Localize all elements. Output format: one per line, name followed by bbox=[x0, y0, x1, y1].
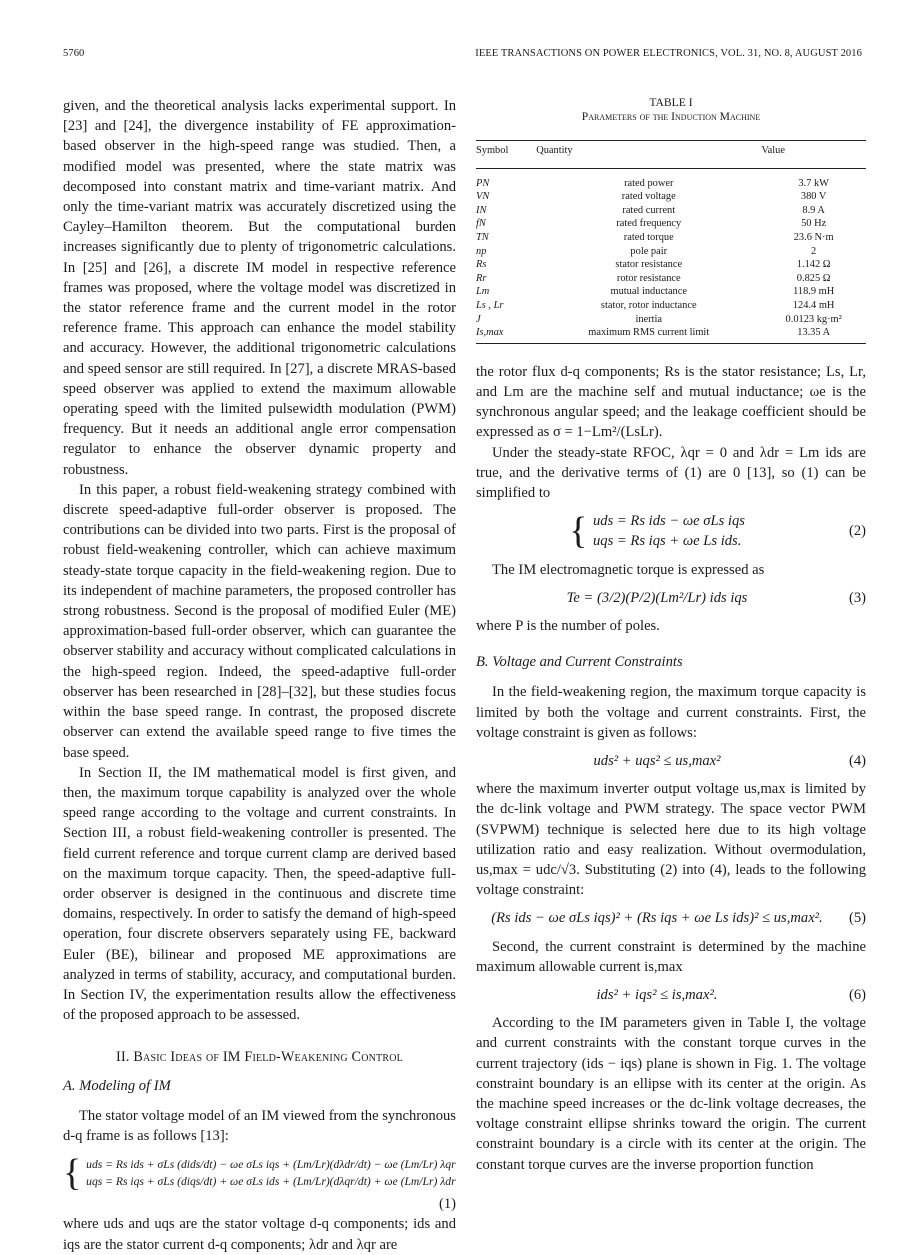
cell-symbol: fN bbox=[476, 218, 486, 230]
table-row bbox=[476, 190, 866, 204]
cell-value: 0.0123 kg·m² bbox=[785, 313, 842, 325]
section-number: II. bbox=[116, 1049, 130, 1066]
cell-symbol: Is,max bbox=[476, 327, 504, 339]
table-row bbox=[476, 272, 866, 286]
cell-value: 124.4 mH bbox=[792, 299, 835, 311]
equation-body: (Rs ids − ωe σLs iqs)² + (Rs iqs + ωe Ls ids)² ≤ us,max². bbox=[491, 910, 823, 927]
table-row bbox=[476, 217, 866, 231]
paragraph: According to the IM parameters given in Table I, the voltage and current constraints with the constant torque curves in the current trajectory (ids − iqs) plane is shown in Fig. 1. The voltage constraint boundary is an ellipse with its center at the origin. As the machine speed increases or the dc-link voltage decreases, the voltage constraint ellipse shrinks toward the origin. The current constraint boundary is a circle with its center at the origin. The constant torque curves are the inverse proportion function bbox=[476, 1015, 866, 1173]
cell-value: 2 bbox=[811, 245, 817, 257]
cell-quantity: pole pair bbox=[630, 245, 668, 257]
table-row bbox=[476, 177, 866, 191]
cell-symbol: Ls , Lr bbox=[476, 299, 504, 311]
paragraph: the rotor flux d-q components; Rs is the stator resistance; Ls, Lr, and Lm are the machine self and mutual inductance; ωe is the synchronous angular speed; and the leakage coefficient should be expressed as σ = 1−Lm²/(LsLr). bbox=[476, 363, 866, 441]
paragraph: where P is the number of poles. bbox=[476, 617, 660, 634]
cell-quantity: stator, rotor inductance bbox=[600, 299, 697, 311]
parameters-table bbox=[476, 140, 866, 344]
equation-line: uds = Rs ids + σLs (dids/dt) − ωe σLs iqs + (Lm/Lr)(dλdr/dt) − ωe (Lm/Lr) λqr bbox=[86, 1158, 456, 1172]
cell-symbol: Lm bbox=[476, 286, 490, 298]
table-row bbox=[476, 313, 866, 327]
cell-value: 23.6 N·m bbox=[793, 231, 834, 243]
equation-3 bbox=[476, 588, 866, 608]
paragraph: In this paper, a robust field-weakening strategy combined with discrete speed-adaptive full-order observer is proposed. The contributions can be divided into two parts. First is the proposal of robust field-weakening controller, which can achieve maximum steady-state torque capacity in the field-weakening region. Due to its independent of machine parameters, the proposed controller has strong robustness. Second is the proposal of modified Euler (ME) approximation-based full-order observer, which can guarantee the observer stability and accuracy without complicated calculations in the high-speed region. Indeed, the speed-adaptive full-order observer has been researched in [28]–[32], but these studies focus within the base speed range. In contrast, the proposed discrete observer can extend the available speed range to five times the base speed. bbox=[63, 481, 456, 761]
cell-quantity: stator resistance bbox=[615, 259, 683, 271]
equation-number: (3) bbox=[848, 589, 866, 606]
paragraph: Second, the current constraint is determined by the machine maximum allowable current is,max bbox=[476, 938, 866, 975]
cell-value: 0.825 Ω bbox=[796, 272, 831, 284]
equation-line: uqs = Rs iqs + σLs (diqs/dt) + ωe σLs ids + (Lm/Lr)(dλqr/dt) + ωe (Lm/Lr) λdr bbox=[86, 1175, 456, 1189]
right-column bbox=[476, 96, 866, 1175]
cell-quantity: inertia bbox=[635, 313, 663, 325]
paragraph: where the maximum inverter output voltage us,max is limited by the dc-link voltage and PWM strategy. The space vector PWM (SVPWM) technique is selected here due to its high voltage utilization ratio and easy realization. Without overmodulation, us,max = udc/√3. Substituting (2) into (4), leads to the following voltage constraint: bbox=[476, 781, 866, 899]
page-number: 5760 bbox=[63, 48, 85, 59]
equation-6 bbox=[476, 985, 866, 1005]
cell-value: 13.35 A bbox=[797, 327, 831, 339]
table-row bbox=[476, 326, 866, 340]
table-row bbox=[476, 231, 866, 245]
equation-2 bbox=[476, 511, 866, 551]
equation-line: uqs = Rs iqs + ωe Ls ids. bbox=[592, 533, 742, 550]
table-row bbox=[476, 245, 866, 259]
cell-value: 3.7 kW bbox=[798, 177, 829, 189]
paragraph: In the field-weakening region, the maximum torque capacity is limited by both the voltage and current constraints. First, the voltage constraint is given as follows: bbox=[476, 684, 866, 741]
cell-symbol: np bbox=[476, 245, 487, 257]
cell-value: 380 V bbox=[800, 191, 827, 203]
equation-body: Te = (3/2)(P/2)(Lm²/Lr) ids iqs bbox=[566, 589, 748, 606]
cell-symbol: Rr bbox=[476, 272, 487, 284]
cell-value: 8.9 A bbox=[802, 204, 825, 216]
cell-quantity: rated voltage bbox=[621, 191, 676, 203]
equation-number: (5) bbox=[848, 910, 866, 927]
cell-quantity: rated power bbox=[624, 177, 674, 189]
column-header: Value bbox=[761, 145, 785, 156]
equation-number: (2) bbox=[848, 523, 866, 540]
table-caption bbox=[476, 96, 866, 124]
brace: { bbox=[569, 510, 588, 553]
equation-4 bbox=[476, 751, 866, 771]
cell-value: 1.142 Ω bbox=[796, 259, 831, 271]
cell-symbol: J bbox=[476, 313, 481, 325]
cell-quantity: mutual inductance bbox=[610, 286, 687, 298]
brace: { bbox=[63, 1152, 82, 1195]
cell-quantity: maximum RMS current limit bbox=[588, 327, 710, 339]
table-header-row bbox=[476, 141, 866, 168]
paragraph: where uds and uqs are the stator voltage d-q components; ids and iqs are the stator current d-q components; λdr and λqr are bbox=[63, 1216, 456, 1253]
table-row bbox=[476, 299, 866, 313]
column-header: Symbol bbox=[476, 145, 509, 156]
equation-number: (1) bbox=[438, 1196, 456, 1213]
equation-number: (4) bbox=[848, 752, 866, 769]
cell-value: 50 Hz bbox=[801, 218, 827, 230]
paragraph: The stator voltage model of an IM viewed from the synchronous d-q frame is as follows [13]: bbox=[63, 1107, 456, 1144]
subsection-heading: A. Modeling of IM bbox=[63, 1077, 171, 1094]
paragraph: given, and the theoretical analysis lacks experimental support. In [23] and [24], the divergence instability of FE approximation-based observer in the high-speed range was studied. Then, a modified model was presented, where the state matrix was decomposed into constant matrix and time-variant matrix. And only the time-variant matrix was accurately discretized using the Cayley–Hamilton theorem. But the computational burden increases significantly due to plenty of trigonometric calculations. In [25] and [26], a discrete IM model in respective reference frames was proposed, where the voltage model was discretized in the stator reference frame and the current model in the rotor reference frame. This approach can enhance the model stability and accuracy. However, the additional trigonometric calculations and speed sensor are still required. In [27], a discrete MRAS-based speed observer was applied to extend the maximum allowable operating speed with the limited pulsewidth modulation (PWM) frequency. But it needs an additional angle error compensation regulator to enhance the observer dynamic property and robustness. bbox=[63, 98, 456, 478]
section-heading bbox=[63, 1047, 456, 1067]
cell-symbol: VN bbox=[476, 191, 490, 203]
left-column bbox=[63, 96, 456, 1255]
subsection-heading: B. Voltage and Current Constraints bbox=[476, 654, 683, 671]
cell-quantity: rotor resistance bbox=[616, 272, 681, 284]
paragraph: The IM electromagnetic torque is expressed as bbox=[492, 561, 765, 578]
cell-symbol: IN bbox=[476, 204, 487, 216]
cell-symbol: PN bbox=[476, 177, 490, 189]
cell-quantity: rated frequency bbox=[616, 218, 682, 230]
table-title: Parameters of the Induction Machine bbox=[581, 110, 761, 123]
cell-quantity: rated torque bbox=[623, 231, 674, 243]
table-label: TABLE I bbox=[649, 96, 693, 109]
paragraph: In Section II, the IM mathematical model is first given, and then, the maximum torque capability is analyzed over the whole speed range according to the voltage and current constraints. In Section III, a robust field-weakening controller is presented. The field current reference and torque current clamp are derived based on the maximum torque capacity. Then, the speed-adaptive full-order observer is designed in the continuous and discrete time domains, respectively. In order to satisfy the demand of high-speed operation, four discrete observers separately using FE, backward Euler (BE), bilinear and proposed ME approximations are analyzed in terms of stability, accuracy, and computational burden. In Section IV, the experimentation results allow the effectiveness of the proposed approach to be assessed. bbox=[63, 764, 456, 1024]
section-title: Basic Ideas of IM Field-Weakening Control bbox=[133, 1049, 403, 1066]
table-row bbox=[476, 285, 866, 299]
equation-body: ids² + iqs² ≤ is,max². bbox=[596, 987, 718, 1003]
equation-body: uds² + uqs² ≤ us,max² bbox=[593, 752, 721, 769]
cell-symbol: Rs bbox=[476, 259, 487, 271]
equation-number: (6) bbox=[848, 987, 866, 1003]
paragraph: Under the steady-state RFOC, λqr = 0 and λdr = Lm ids are true, and the derivative terms of (1) are 0 [13], so (1) can be simplified to bbox=[476, 444, 866, 501]
cell-symbol: TN bbox=[476, 231, 489, 243]
equation-1 bbox=[63, 1152, 456, 1195]
column-header: Quantity bbox=[536, 145, 573, 156]
equation-5 bbox=[476, 908, 866, 928]
running-header: IEEE TRANSACTIONS ON POWER ELECTRONICS, VOL. 31, NO. 8, AUGUST 2016 bbox=[475, 48, 862, 59]
table-row bbox=[476, 204, 866, 218]
table-row bbox=[476, 258, 866, 272]
cell-value: 118.9 mH bbox=[793, 286, 835, 298]
equation-line: uds = Rs ids − ωe σLs iqs bbox=[592, 513, 745, 530]
cell-quantity: rated current bbox=[622, 204, 676, 216]
